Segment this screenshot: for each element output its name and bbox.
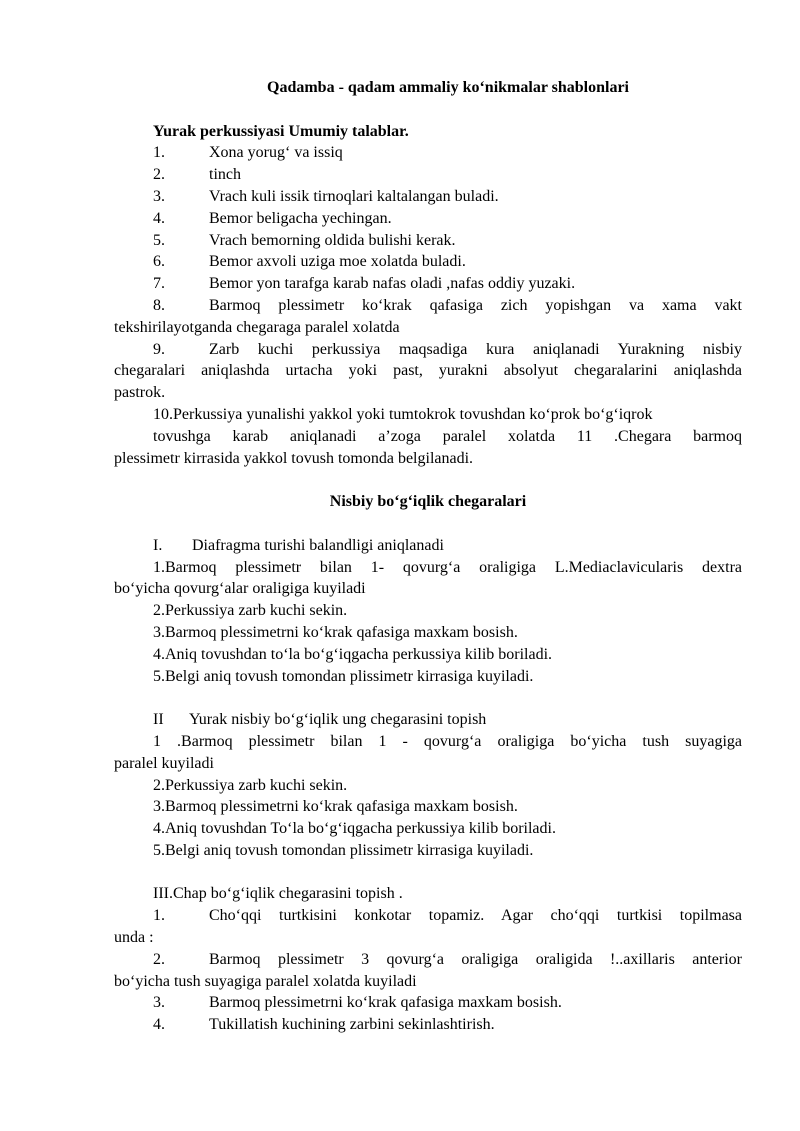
section-heading-general: Yurak perkussiyasi Umumiy talablar. <box>153 122 409 140</box>
list-item-9: 9. Zarb kuchi perkussiya maqsadiga kura aniqlanadi Yurakning nisbiy <box>153 340 742 358</box>
list-item-cont: bo‘yicha tush suyagiga paralel xolatda kuyiladi <box>114 972 417 990</box>
list-item-9-cont: chegaralari aniqlashda urtacha yoki past, yurakni absolyut chegaralarini aniqlashda <box>114 362 742 380</box>
list-item-9-end: pastrok. <box>114 384 166 402</box>
list-item: 6. Bemor axvoli uziga moe xolatda buladi. <box>153 253 466 271</box>
step-2: 2.Perkussiya zarb kuchi sekin. <box>153 602 348 620</box>
list-item: 4. Tukillatish kuchining zarbini sekinlashtirish. <box>153 1016 495 1034</box>
list-item: 1. Xona yorug‘ va issiq <box>153 144 343 162</box>
step-4: 4.Aniq tovushdan to‘la bo‘g‘iqgacha perkussiya kilib boriladi. <box>153 645 553 663</box>
step-5: 5.Belgi aniq tovush tomondan plissimetr kirrasiga kuyiladi. <box>153 667 534 685</box>
document-body <box>114 77 742 1036</box>
step-3: 3.Barmoq plessimetrni ko‘krak qafasiga maxkam bosish. <box>153 798 518 816</box>
step-1: 1 .Barmoq plessimetr bilan 1 - qovurg‘a oraligiga bo‘yicha tush suyagiga <box>153 732 742 750</box>
list-item: 1. Cho‘qqi turtkisini konkotar topamiz. Agar cho‘qqi turtkisi topilmasa <box>153 907 742 925</box>
subsection-heading-III: III.Chap bo‘g‘iqlik chegarasini topish . <box>153 885 403 903</box>
list-item: 2. tinch <box>153 166 241 184</box>
list-item-8-cont: tekshirilayotganda chegaraga paralel xolatda <box>114 318 400 336</box>
list-item-cont: unda : <box>114 929 154 947</box>
list-item: 3. Vrach kuli issik tirnoqlari kaltalangan buladi. <box>153 187 499 205</box>
step-2: 2.Perkussiya zarb kuchi sekin. <box>153 776 348 794</box>
step-5: 5.Belgi aniq tovush tomondan plissimetr kirrasiga kuyiladi. <box>153 841 534 859</box>
list-item: 3. Barmoq plessimetrni ko‘krak qafasiga maxkam bosish. <box>153 994 562 1012</box>
step-1-cont: bo‘yicha qovurg‘alar oraligiga kuyiladi <box>114 580 366 598</box>
step-4: 4.Aniq tovushdan To‘la bo‘g‘iqgacha perkussiya kilib boriladi. <box>153 820 556 838</box>
list-item: 2. Barmoq plessimetr 3 qovurg‘a oraligiga oraligida !..axillaris anterior <box>153 950 742 968</box>
list-item: 4. Bemor beligacha yechingan. <box>153 209 392 227</box>
page-title: Qadamba - qadam ammaliy ko‘nikmalar shablonlari <box>267 79 629 96</box>
list-item-8: 8. Barmoq plessimetr ko‘krak qafasiga zich yopishgan va xama vakt <box>153 296 742 314</box>
step-3: 3.Barmoq plessimetrni ko‘krak qafasiga maxkam bosish. <box>153 623 518 641</box>
list-item-10-cont: tovushga karab aniqlanadi a’zoga paralel xolatda 11 .Chegara barmoq <box>153 427 742 445</box>
section-heading-relative-dullness: Nisbiy bo‘g‘iqlik chegaralari <box>329 493 527 511</box>
step-1-cont: paralel kuyiladi <box>114 754 214 772</box>
list-item: 5. Vrach bemorning oldida bulishi kerak. <box>153 231 456 249</box>
subsection-heading-II: II Yurak nisbiy bo‘g‘iqlik ung chegarasini topish <box>153 711 487 729</box>
step-1: 1.Barmoq plessimetr bilan 1- qovurg‘a oraligiga L.Mediaclavicularis dextra <box>153 558 742 576</box>
subsection-heading-I: I. Diafragma turishi balandligi aniqlanadi <box>153 536 444 554</box>
list-item: 7. Bemor yon tarafga karab nafas oladi ,nafas oddiy yuzaki. <box>153 275 576 293</box>
list-item-10: 10.Perkussiya yunalishi yakkol yoki tumtokrok tovushdan ko‘prok bo‘g‘iqrok <box>153 405 653 423</box>
list-item-10-end: plessimetr kirrasida yakkol tovush tomonda belgilanadi. <box>114 449 474 467</box>
